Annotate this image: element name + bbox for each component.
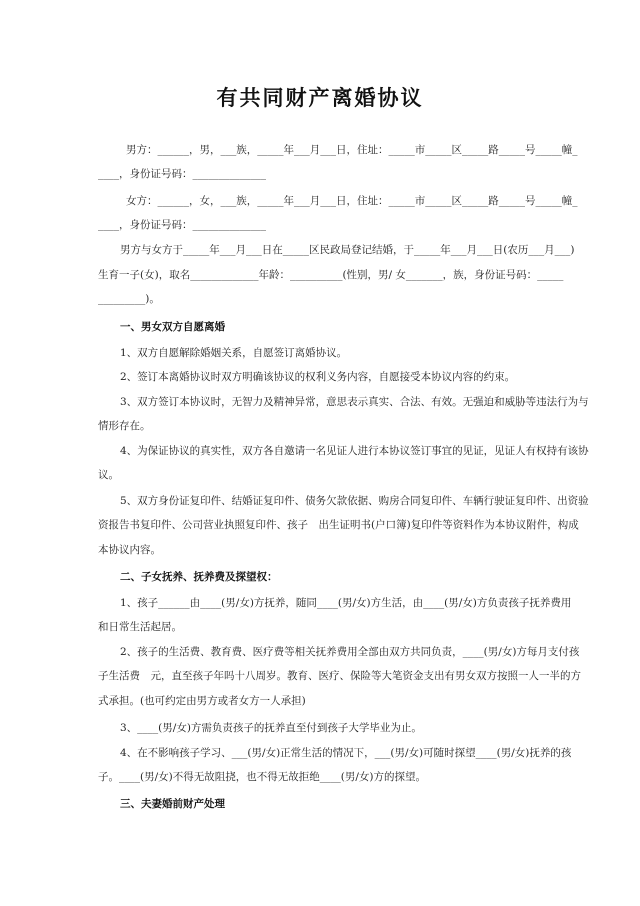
section2-item2-line-1: 2、孩子的生活费、教育费、医疗费等相关抚养费用全部由双方共同负责，____(男/女)方每月支付孩 bbox=[120, 646, 580, 658]
section2-item2-line-3: 式承担。(也可约定由男方或者女方一人承担) bbox=[98, 695, 306, 707]
section1-item1: 1、双方自愿解除婚姻关系，自愿签订离婚协议。 bbox=[120, 347, 348, 359]
section1-item2: 2、签订本离婚协议时双方明确该协议的权利义务内容，自愿接受本协议内容的约束。 bbox=[120, 371, 516, 383]
section2-item4-line-1: 4、在不影响孩子学习、___(男/女)正常生活的情况下，___(男/女)可随时探望____(男/女)抚养的孩 bbox=[120, 747, 572, 759]
section2-item4-line-2: 子。____(男/女)不得无故阻挠，也不得无故拒绝____(男/女)方的探望。 bbox=[98, 771, 426, 783]
party-male-line-1: 男方：______，男，___族，_____年___月___日，住址：_____市_____区_____路_____号_____幢_ bbox=[126, 144, 578, 156]
section1-item5-line-1: 5、双方身份证复印件、结婚证复印件、债务欠款依据、购房合同复印件、车辆行驶证复印件、出资验 bbox=[120, 495, 589, 507]
section1-item3-line-2: 情形存在。 bbox=[98, 420, 151, 432]
section2-item1-line-1: 1、孩子______由____(男/女)方抚养，随同____(男/女)方生活，由____(男/女)方负责孩子抚养费用 bbox=[120, 597, 572, 609]
document-title: 有共同财产离婚协议 bbox=[216, 86, 424, 110]
marriage-info-line-1: 男方与女方于_____年___月___日在_____区民政局登记结婚，于_____年___月___日(农历___月___) bbox=[120, 244, 575, 256]
party-female-line-1: 女方：______，女，___族，_____年___月___日，住址：_____市_____区_____路_____号_____幢_ bbox=[126, 195, 578, 207]
section2-heading: 二、子女抚养、抚养费及探望权： bbox=[120, 571, 278, 583]
section2-item1-line-2: 和日常生活起居。 bbox=[98, 621, 182, 633]
section1-item4-line-2: 议。 bbox=[98, 469, 119, 481]
section2-item3: 3、____(男/女)方需负责孩子的抚养直至付到孩子大学毕业为止。 bbox=[120, 722, 422, 734]
marriage-info-line-2: 生育一子(女)，取名_____________年龄：__________(性别，男/ 女_______，族，身份证号码：_____ bbox=[98, 269, 564, 281]
section1-item4-line-1: 4、为保证协议的真实性，双方各自邀请一名见证人进行本协议签订事宜的见证，见证人有权持有该协 bbox=[120, 445, 589, 457]
section1-item5-line-3: 本协议内容。 bbox=[98, 544, 161, 556]
section1-heading: 一、男女双方自愿离婚 bbox=[120, 321, 225, 333]
section2-item2-line-2: 子生活费 元，直至孩子年吗十八周岁。教育、医疗、保险等大笔资金支出有男女双方按照一人一半的方 bbox=[98, 670, 581, 682]
party-male-line-2: ____，身份证号码：______________ bbox=[98, 168, 266, 180]
section1-item5-line-2: 资报告书复印件、公司营业执照复印件、孩子 出生证明书(户口簿)复印件等资料作为本协议附件，构成 bbox=[98, 519, 579, 531]
section1-item3-line-1: 3、双方签订本协议时，无智力及精神异常，意思表示真实、合法、有效。无强迫和威胁等违法行为与 bbox=[120, 396, 589, 408]
section3-heading: 三、夫妻婚前财产处理 bbox=[120, 798, 225, 810]
marriage-info-line-3: _________)。 bbox=[98, 293, 160, 305]
party-female-line-2: ____，身份证号码：______________ bbox=[98, 219, 266, 231]
